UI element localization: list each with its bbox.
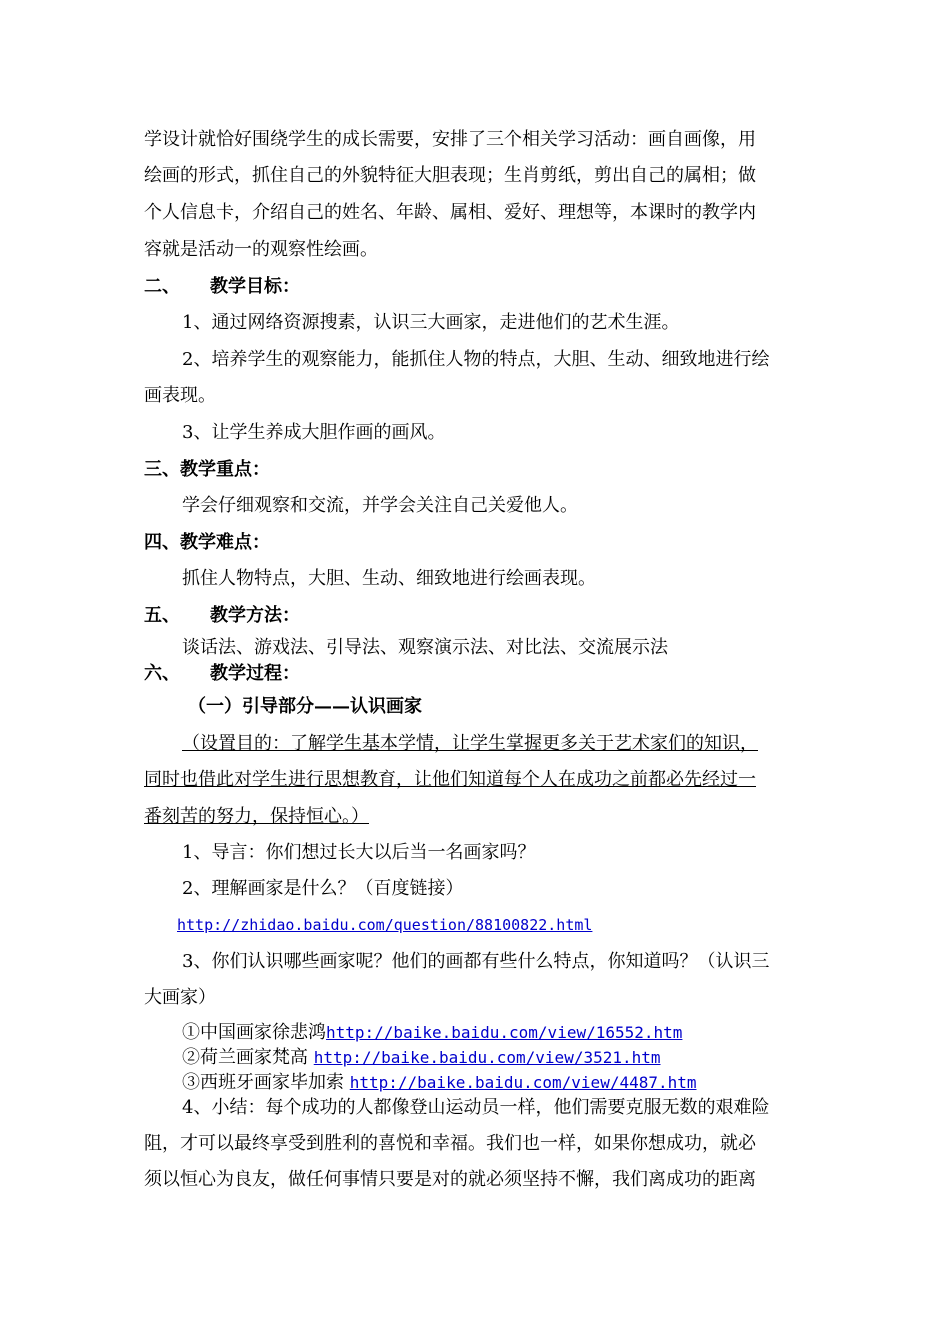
painter-link[interactable]: http://baike.baidu.com/view/16552.htm bbox=[326, 1023, 683, 1042]
section-body: 谈话法、游戏法、引导法、观察演示法、对比法、交流展示法 bbox=[182, 637, 668, 658]
section-body: 学会仔细观察和交流，并学会关注自己关爱他人。 bbox=[182, 495, 578, 516]
section-title: 教学目标： bbox=[210, 276, 300, 297]
summary-line: 阻，才可以最终享受到胜利的喜悦和幸福。我们也一样，如果你想成功，就必 bbox=[144, 1133, 756, 1154]
summary-line: 4、小结：每个成功的人都像登山运动员一样，他们需要克服无数的艰难险 bbox=[182, 1097, 770, 1118]
purpose-line: 番刻苦的努力，保持恒心。） bbox=[144, 806, 369, 827]
painter-label: ③西班牙画家毕加索 bbox=[182, 1072, 350, 1093]
step-line: 1、导言：你们想过长大以后当一名画家吗？ bbox=[182, 842, 536, 863]
paragraph-line: 容就是活动一的观察性绘画。 bbox=[144, 239, 378, 260]
painter-item bbox=[182, 1071, 697, 1095]
painter-label: ①中国画家徐悲鸿 bbox=[182, 1022, 326, 1043]
painter-label: ②荷兰画家梵高 bbox=[182, 1047, 314, 1068]
purpose-line: （设置目的：了解学生基本学情，让学生掌握更多关于艺术家们的知识， bbox=[182, 733, 758, 754]
subsection-title: （一）引导部分——认识画家 bbox=[188, 696, 422, 717]
goal-line: 1、通过网络资源搜素，认识三大画家，走进他们的艺术生涯。 bbox=[182, 312, 680, 333]
painter-item bbox=[182, 1046, 661, 1070]
goal-line: 3、让学生养成大胆作画的画风。 bbox=[182, 422, 446, 443]
section-body: 抓住人物特点，大胆、生动、细致地进行绘画表现。 bbox=[182, 568, 596, 589]
section-number: 五、 bbox=[144, 605, 180, 626]
section-heading bbox=[144, 604, 300, 628]
paragraph-line: 个人信息卡，介绍自己的姓名、年龄、属相、爱好、理想等，本课时的教学内 bbox=[144, 202, 756, 223]
section-number: 六、 bbox=[144, 663, 180, 684]
goal-line: 画表现。 bbox=[144, 385, 216, 406]
step-line: 3、你们认识哪些画家呢？他们的画都有些什么特点，你知道吗？（认识三 bbox=[182, 951, 770, 972]
zhidao-link[interactable]: http://zhidao.baidu.com/question/88100822.html bbox=[177, 916, 593, 934]
painter-link[interactable]: http://baike.baidu.com/view/3521.htm bbox=[313, 1048, 661, 1067]
purpose-line: 同时也借此对学生进行思想教育，让他们知道每个人在成功之前都必先经过一 bbox=[144, 769, 756, 790]
goal-line: 2、培养学生的观察能力，能抓住人物的特点，大胆、生动、细致地进行绘 bbox=[182, 349, 770, 370]
paragraph-line: 学设计就恰好围绕学生的成长需要，安排了三个相关学习活动：画自画像，用 bbox=[144, 129, 756, 150]
summary-line: 须以恒心为良友，做任何事情只要是对的就必须坚持不懈，我们离成功的距离 bbox=[144, 1169, 756, 1190]
painter-link[interactable]: http://baike.baidu.com/view/4487.htm bbox=[349, 1073, 697, 1092]
section-heading bbox=[144, 275, 300, 299]
paragraph-line: 绘画的形式，抓住自己的外貌特征大胆表现；生肖剪纸，剪出自己的属相；做 bbox=[144, 165, 756, 186]
section-heading bbox=[144, 662, 300, 686]
step-line: 2、理解画家是什么？（百度链接） bbox=[182, 878, 464, 899]
section-heading: 四、教学难点： bbox=[144, 532, 270, 553]
section-number: 二、 bbox=[144, 276, 180, 297]
painter-item bbox=[182, 1021, 682, 1045]
step-line: 大画家） bbox=[144, 987, 216, 1008]
section-title: 教学过程： bbox=[210, 663, 300, 684]
section-heading: 三、教学重点： bbox=[144, 459, 270, 480]
section-title: 教学方法： bbox=[210, 605, 300, 626]
